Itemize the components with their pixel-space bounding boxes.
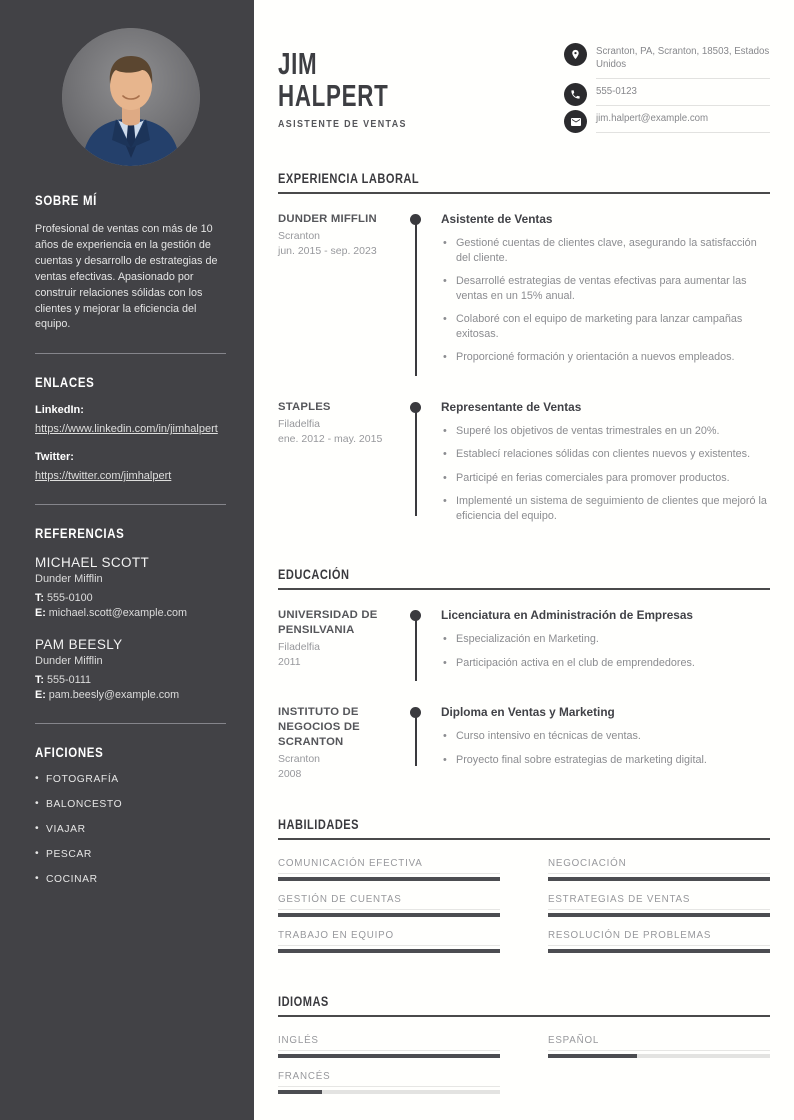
job-bullet: • Superé los objetivos de ventas trimestrales en un 20%. [441,424,770,439]
job-bullets [441,424,770,524]
timeline-line [415,220,417,376]
job-bullet: • Desarrollé estrategias de ventas efectivas para aumentar las ventas en un 15% anual. [441,274,770,303]
job-company: STAPLES [278,400,331,413]
education-bullet: • Proyecto final sobre estrategias de marketing digital. [441,753,770,768]
job-entry [278,400,770,541]
job-details [428,212,770,374]
hobby-item: • FOTOGRAFÍA [35,774,226,785]
timeline [410,212,428,374]
avatar-photo-illustration [62,28,200,166]
education-entry [278,705,770,790]
skills-title: HABILIDADES [278,817,360,832]
first-name: JIM [278,46,318,81]
email-label: E: [35,607,46,620]
job-entry [278,212,770,400]
job-bullets [441,236,770,365]
job-meta [278,400,410,533]
school-location: Scranton [278,753,321,765]
skill-bar [548,949,770,954]
experience-header [278,170,770,194]
job-bullet: • Establecí relaciones sólidas con clientes nuevos y existentes. [441,447,770,462]
language-bar-fill [278,1090,322,1095]
job-company: DUNDER MIFFLIN [278,213,377,225]
language-bar [278,1090,500,1095]
job-bullet: • Implementé un sistema de seguimiento de clientes que mejoró la eficiencia del equipo. [441,494,770,523]
email-value: michael.scott@example.com [48,607,187,620]
skill-bar-fill [278,877,500,882]
skills-grid [278,858,770,953]
skill-item [548,858,770,881]
about-section [35,192,226,333]
language-bar-fill [548,1054,637,1059]
link-item-twitter [35,451,226,484]
contact-phone-row [564,82,770,106]
phone-value: 555-0100 [47,592,93,605]
reference-item [35,555,226,621]
timeline-line [415,713,417,766]
references-title: REFERENCIAS [35,525,125,542]
job-location: Filadelfia [278,417,321,430]
skill-bar [278,913,500,918]
sidebar-divider [35,723,226,724]
job-bullet: • Participé en ferias comerciales para promover productos. [441,471,770,486]
skill-bar-fill [278,913,500,918]
location-icon [564,43,587,66]
email-icon [564,110,587,133]
timeline-line [415,408,417,517]
skill-bar-fill [278,949,500,954]
timeline [410,705,428,782]
reference-company: Dunder Mifflin [35,655,103,668]
skill-item [278,894,500,917]
link-label: Twitter: [35,451,74,464]
job-bullet: • Proporcioné formación y orientación a nuevos empleados. [441,350,770,365]
skill-bar [548,877,770,882]
school-name: UNIVERSIDAD DE PENSILVANIA [278,609,378,636]
reference-phone [35,673,226,688]
links-title: ENLACES [35,374,95,391]
education-bullet: • Especialización en Marketing. [441,632,770,647]
contact-address-row [564,42,770,79]
school-year: 2011 [278,656,301,668]
phone-icon [564,83,587,106]
skill-label: ESTRATEGIAS DE VENTAS [548,894,770,910]
skill-label: COMUNICACIÓN EFECTIVA [278,858,500,874]
linkedin-link[interactable]: https://www.linkedin.com/in/jimhalpert [35,423,218,436]
education-entry [278,608,770,705]
education-bullet: • Participación activa en el club de emprendedores. [441,656,770,671]
skill-item [548,894,770,917]
sidebar-divider [35,353,226,354]
language-bar [548,1054,770,1059]
about-text: Profesional de ventas con más de 10 años de experiencia en la gestión de cuentas y desarrollo de estrategias de ventas efectivas. Apasionado por construir relaciones sólidas con los clientes y mejorar la eficiencia del equipo. [35,223,218,331]
hobbies-section [35,744,226,885]
job-dates: jun. 2015 - sep. 2023 [278,245,377,257]
reference-item [35,637,226,703]
school-year: 2008 [278,768,302,780]
experience-title: EXPERIENCIA LABORAL [278,171,420,186]
skill-bar-fill [548,877,770,882]
education-bullets [441,729,770,767]
reference-email [35,688,226,703]
email-label: E: [35,689,46,702]
links-section [35,374,226,484]
skill-label: TRABAJO EN EQUIPO [278,930,500,946]
language-label: ESPAÑOL [548,1035,770,1051]
education-bullet: • Curso intensivo en técnicas de ventas. [441,729,770,744]
skill-label: RESOLUCIÓN DE PROBLEMAS [548,930,770,946]
avatar [62,28,200,166]
languages-grid [278,1035,770,1094]
skills-section [278,816,770,953]
language-bar [278,1054,500,1059]
education-meta [278,608,410,679]
sidebar [0,0,254,1120]
hobby-item: • BALONCESTO [35,799,226,810]
timeline [410,400,428,533]
link-item-linkedin [35,404,226,437]
skills-header [278,816,770,840]
phone-label: T: [35,674,44,687]
hobby-item: • COCINAR [35,874,226,885]
hobby-list [35,774,226,885]
email-value: pam.beesly@example.com [48,689,180,702]
job-role: Asistente de Ventas [441,212,553,226]
contact-phone: 555-0123 [596,82,770,106]
languages-section [278,993,770,1094]
sidebar-divider [35,504,226,505]
header [278,40,770,136]
about-title: SOBRE MÍ [35,192,98,208]
education-section [278,566,770,790]
languages-title: IDIOMAS [278,994,329,1009]
language-bar-fill [278,1054,500,1059]
language-item [548,1035,770,1058]
timeline-line [415,616,417,681]
main-content [254,0,794,1120]
school-name: INSTITUTO DE NEGOCIOS DE SCRANTON [278,706,360,748]
skill-bar-fill [548,913,770,918]
skill-item [548,930,770,953]
job-details [428,400,770,533]
references-section [35,525,226,703]
language-item [278,1071,500,1094]
job-bullet: • Colaboré con el equipo de marketing para lanzar campañas exitosas. [441,312,770,341]
job-role: Representante de Ventas [441,399,582,414]
twitter-link[interactable]: https://twitter.com/jimhalpert [35,470,172,483]
phone-label: T: [35,592,44,605]
link-label: LinkedIn: [35,404,84,417]
education-meta [278,705,410,782]
skill-bar-fill [548,949,770,954]
hobby-item: • PESCAR [35,849,226,860]
skill-item [278,858,500,881]
reference-name: MICHAEL SCOTT [35,555,150,571]
degree-title: Licenciatura en Administración de Empresas [441,608,693,622]
timeline [410,608,428,679]
language-item [278,1035,500,1058]
reference-phone [35,591,226,606]
skill-bar [548,913,770,918]
degree-title: Diploma en Ventas y Marketing [441,705,615,719]
language-label: FRANCÉS [278,1071,500,1087]
contact-block [564,40,770,136]
education-bullets [441,632,770,670]
school-location: Filadelfia [278,641,321,653]
skill-bar [278,949,500,954]
job-bullet: • Gestioné cuentas de clientes clave, asegurando la satisfacción del cliente. [441,236,770,265]
languages-header [278,993,770,1017]
skill-item [278,930,500,953]
language-label: INGLÉS [278,1035,500,1051]
job-meta [278,212,410,374]
name-block [278,40,431,136]
contact-address: Scranton, PA, Scranton, 18503, Estados Unidos [596,42,770,79]
job-location: Scranton [278,230,321,242]
last-name: HALPERT [278,78,389,113]
job-title: ASISTENTE DE VENTAS [278,118,407,130]
education-details [428,705,770,782]
experience-section [278,170,770,540]
contact-email: jim.halpert@example.com [596,109,770,133]
hobby-item: • VIAJAR [35,824,226,835]
skill-label: NEGOCIACIÓN [548,858,770,874]
reference-email [35,606,226,621]
education-title: EDUCACIÓN [278,567,350,582]
reference-name: PAM BEESLY [35,637,123,653]
phone-value: 555-0111 [47,674,92,687]
contact-email-row [564,109,770,133]
skill-bar [278,877,500,882]
education-header [278,566,770,590]
skill-label: GESTIÓN DE CUENTAS [278,894,500,910]
hobbies-title: AFICIONES [35,744,104,761]
education-details [428,608,770,679]
job-dates: ene. 2012 - may. 2015 [278,432,383,445]
reference-company: Dunder Mifflin [35,573,103,586]
